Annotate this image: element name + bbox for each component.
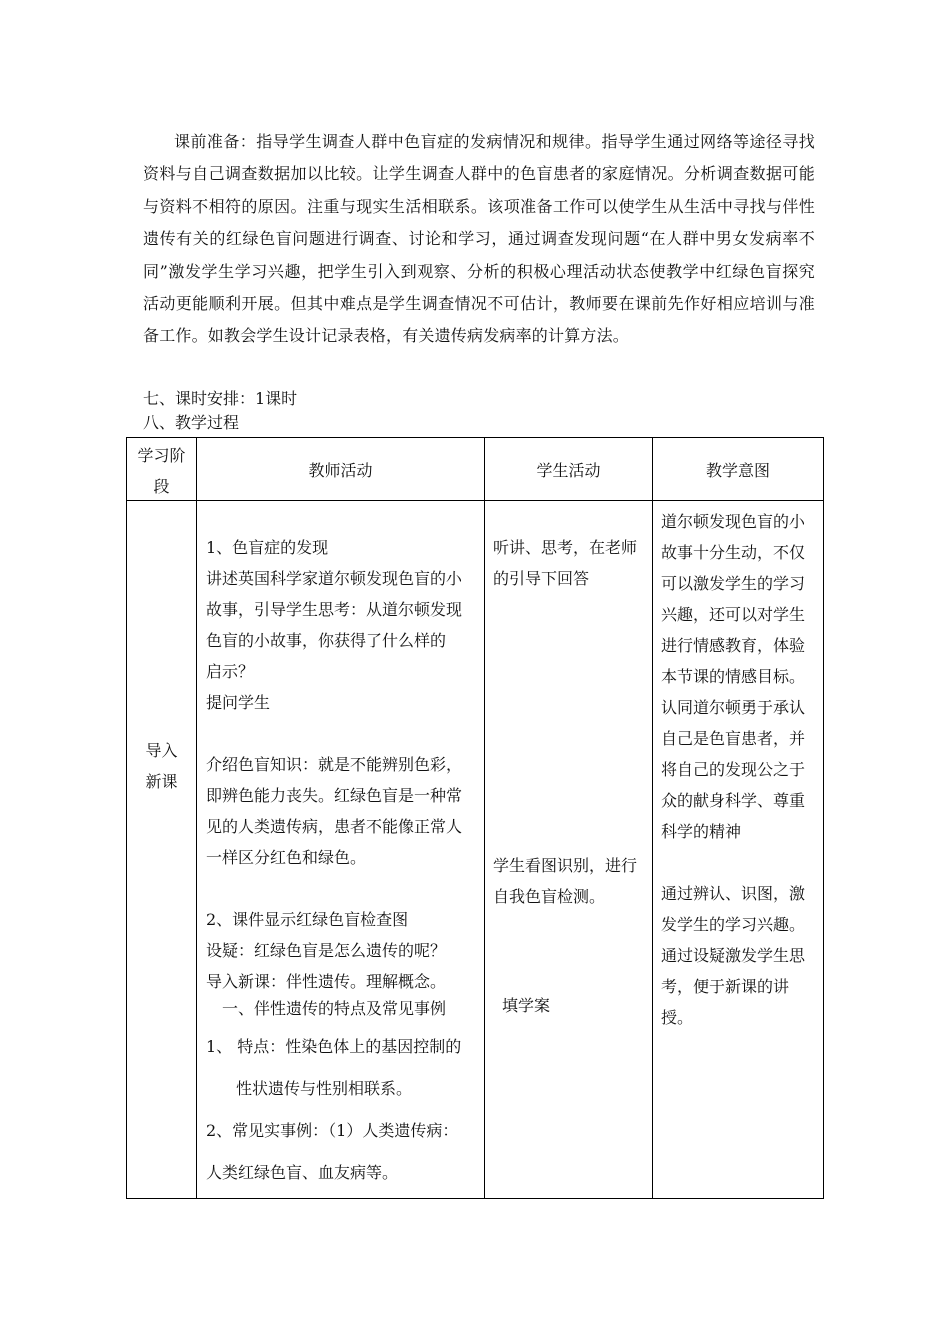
teacher-activity-cell [206,532,478,1188]
header-teaching-intent: 教学意图 [705,461,770,480]
intent-line: 授。 [661,1008,694,1027]
teacher-line: 设疑：红绿色盲是怎么遗传的呢？ [206,941,447,960]
stage-cell [127,735,196,797]
intent-line: 通过设疑激发学生思 [661,946,806,965]
intent-line: 众的献身科学、尊重 [661,791,806,810]
teacher-line: 一样区分红色和绿色。 [206,848,367,867]
intent-line: 可以激发学生的学习 [661,574,806,593]
stage-line1: 导入 [145,741,178,760]
teacher-line: 2、常见实事例：（1）人类遗传病： [206,1121,459,1140]
teaching-process-table [126,437,824,1199]
stage-line2: 新课 [145,772,178,791]
intent-line: 进行情感教育，体验 [661,636,806,655]
teacher-line: 人类红绿色盲、血友病等。 [206,1163,399,1182]
student-line: 学生看图识别，进行 [493,856,638,875]
teacher-line: 性状遗传与性别相联系。 [236,1079,413,1098]
intent-line: 自己是色盲患者，并 [661,729,806,748]
teacher-line: 讲述英国科学家道尔顿发现色盲的小 [206,569,463,588]
student-activity-cell-2 [493,850,648,912]
intent-line: 故事十分生动，不仅 [661,543,806,562]
teacher-line: 导入新课：伴性遗传。理解概念。 [206,972,447,991]
section-7-heading: 七、课时安排：1课时 [143,389,298,408]
student-line: 听讲、思考，在老师 [493,538,638,557]
teacher-line: 见的人类遗传病，患者不能像正常人 [206,817,463,836]
intent-line: 兴趣，还可以对学生 [661,605,806,624]
student-activity-cell [493,532,648,594]
intro-paragraph: 课前准备：指导学生调查人群中色盲症的发病情况和规律。指导学生通过网络等途径寻找资料与自己调查数据加以比较。让学生调查人群中的色盲患者的家庭情况。分析调查数据可能与资料不相符的原因。注重与现实生活相联系。该项准备工作可以使学生从生活中寻找与伴性遗传有关的红绿色盲问题进行调查、讨论和学习，通过调查发现问题“在人群中男女发病率不同”激发学生学习兴趣，把学生引入到观察、分析的积极心理活动状态使教学中红绿色盲探究活动更能顺利开展。但其中难点是学生调查情况不可估计，教师要在课前先作好相应培训与准备工作。如教会学生设计记录表格，有关遗传病发病率的计算方法。 [143,132,815,346]
student-activity-cell-3 [502,990,648,1021]
intent-line: 考，便于新课的讲 [661,977,790,996]
intent-line: 通过辨认、识图，激 [661,884,806,903]
student-line: 填学案 [502,996,551,1015]
intent-line: 科学的精神 [661,822,742,841]
header-stage [127,440,196,502]
teacher-line: 2、课件显示红绿色盲检查图 [206,910,409,929]
teacher-line: 启示？ [206,662,255,681]
intent-line: 将自己的发现公之于 [661,760,806,779]
header-stage-line2: 段 [153,477,170,496]
teaching-intent-cell [661,506,819,1033]
teacher-line: 故事，引导学生思考：从道尔顿发现 [206,600,463,619]
teacher-line: 1、 特点：性染色体上的基因控制的 [206,1037,462,1056]
intent-line: 道尔顿发现色盲的小 [661,512,806,531]
teacher-line: 提问学生 [206,693,271,712]
intent-line: 认同道尔顿勇于承认 [661,698,806,717]
teacher-line: 色盲的小故事，你获得了什么样的 [206,631,447,650]
section-8-heading: 八、教学过程 [143,413,240,432]
teacher-line: 一、伴性遗传的特点及常见事例 [222,999,447,1018]
header-teacher-activity: 教师活动 [308,461,373,480]
header-stage-line1: 学习阶 [137,446,186,465]
teacher-line: 1、色盲症的发现 [206,538,329,557]
header-student-activity: 学生活动 [536,461,601,480]
teacher-line: 即辨色能力丧失。红绿色盲是一种常 [206,786,463,805]
student-line: 自我色盲检测。 [493,887,606,906]
teacher-line: 介绍色盲知识：就是不能辨别色彩， [206,755,463,774]
intent-line: 本节课的情感目标。 [661,667,806,686]
student-line: 的引导下回答 [493,569,590,588]
intent-line: 发学生的学习兴趣。 [661,915,806,934]
